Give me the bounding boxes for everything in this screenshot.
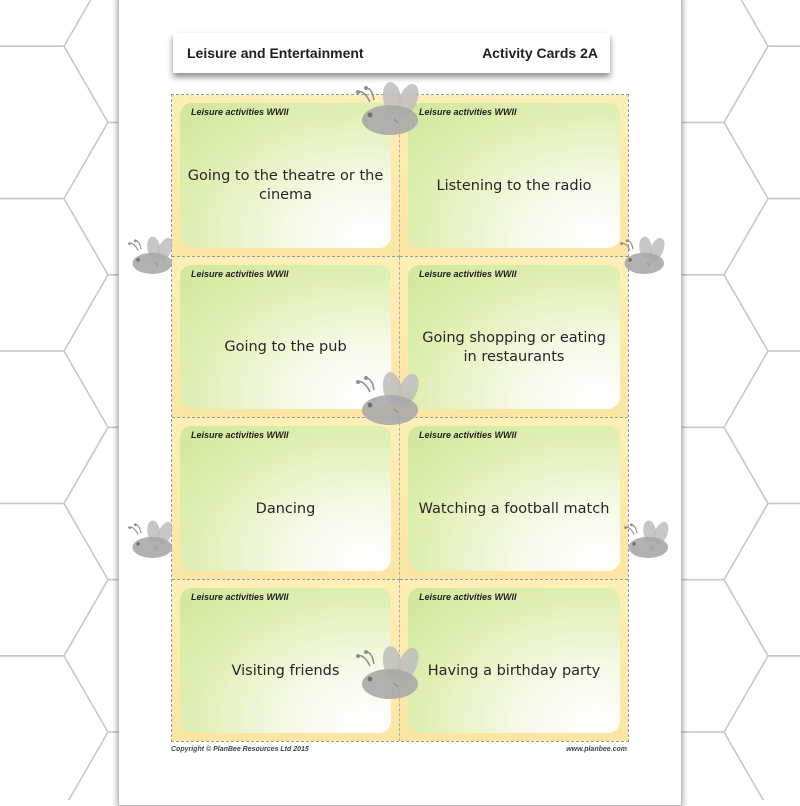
- bee-icon: [616, 236, 674, 278]
- hexagon-outline: [0, 46, 108, 198]
- hexagon-outline: [0, 351, 108, 503]
- hexagon-outline: [724, 504, 800, 656]
- card-activity: Listening to the radio: [436, 177, 592, 194]
- card-activity: Dancing: [255, 500, 316, 517]
- website-text: www.planbee.com: [566, 746, 627, 753]
- bee-icon: [350, 82, 432, 140]
- card-category: Leisure activities WWII: [191, 107, 289, 117]
- hexagon-outline: [0, 0, 108, 46]
- card-activity: Going to the pub: [224, 339, 347, 356]
- activity-card: [400, 580, 628, 742]
- bee-icon: [620, 520, 678, 562]
- bee-icon: [124, 520, 182, 562]
- activity-card: [400, 418, 628, 580]
- card-category: Leisure activities WWII: [419, 107, 517, 117]
- bee-icon: [350, 646, 432, 704]
- activity-card: [400, 257, 628, 419]
- copyright-text: Copyright © PlanBee Resources Ltd 2015: [171, 746, 309, 753]
- card-activity: Going shopping or eating in restaurants: [422, 329, 606, 365]
- card-activity: Visiting friends: [231, 662, 340, 679]
- worksheet-title: Leisure and Entertainment: [187, 45, 364, 61]
- hexagon-outline: [0, 199, 108, 352]
- card-category: Leisure activities WWII: [419, 591, 517, 602]
- card-category: Leisure activities WWII: [191, 268, 289, 279]
- card-category: Leisure activities WWII: [419, 430, 517, 440]
- card-activity: Having a birthday party: [427, 662, 601, 679]
- hexagon-outline: [724, 0, 800, 46]
- hexagon-outline: [0, 656, 108, 800]
- hexagon-outline: [0, 504, 108, 656]
- card-activity: Watching a football match: [418, 500, 610, 517]
- hexagon-outline: [724, 656, 800, 800]
- activity-card: [172, 418, 400, 580]
- card-activity: Going to the theatre or the cinema: [187, 168, 384, 204]
- hexagon-outline: [724, 199, 800, 352]
- card-category: Leisure activities WWII: [191, 591, 289, 602]
- worksheet-code: Activity Cards 2A: [482, 45, 598, 61]
- card-category: Leisure activities WWII: [419, 268, 517, 279]
- hexagon-outline: [724, 351, 800, 503]
- bee-icon: [350, 372, 432, 430]
- bee-icon: [124, 236, 182, 278]
- hexagon-outline: [724, 46, 800, 198]
- worksheet-header: [173, 33, 610, 73]
- activity-card: [400, 95, 628, 257]
- card-category: Leisure activities WWII: [191, 430, 289, 440]
